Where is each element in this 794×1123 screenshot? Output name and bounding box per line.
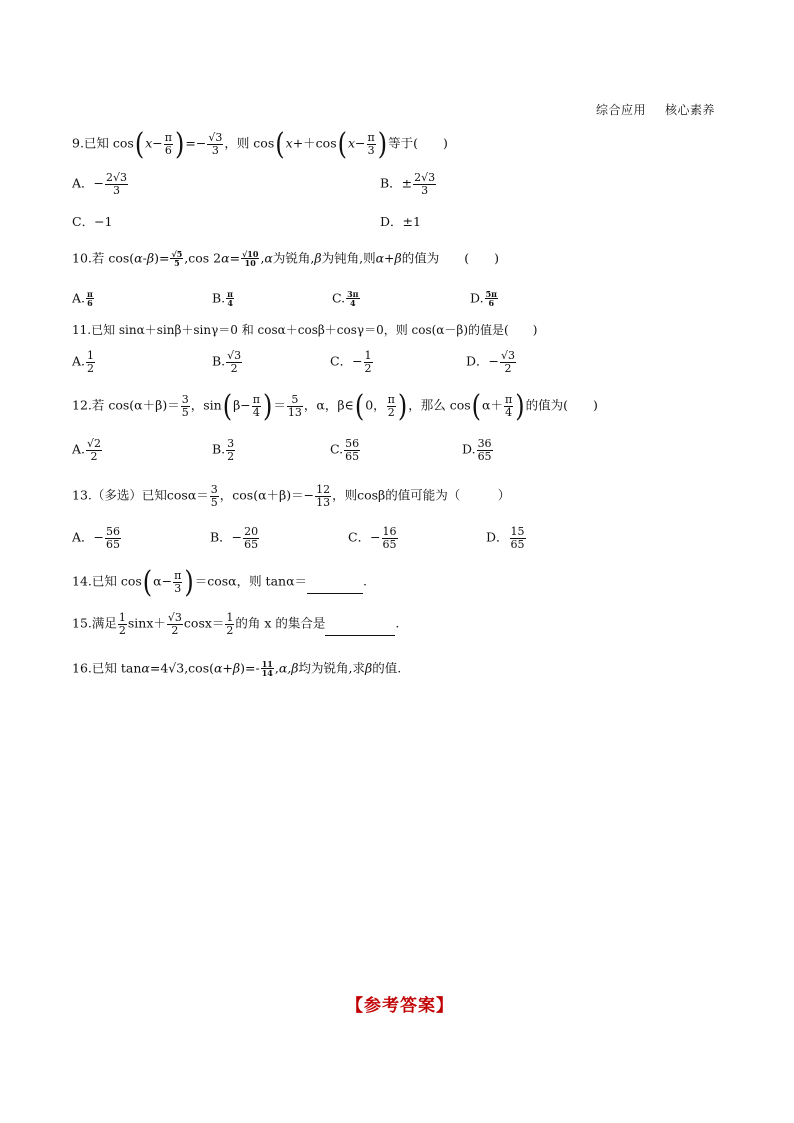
frac <box>413 172 436 196</box>
num: √3 <box>208 131 223 144</box>
num: √3 <box>227 349 242 362</box>
num: 1 <box>87 349 95 362</box>
t: 的值为( ) <box>525 397 598 413</box>
t: α+β <box>375 250 402 266</box>
t: )=- <box>240 660 260 676</box>
question-15 <box>72 612 399 636</box>
t: . <box>395 615 400 631</box>
num: 20 <box>244 525 259 538</box>
den: 3 <box>211 143 219 157</box>
t: 10.若 cos( <box>72 250 135 266</box>
label: B. <box>212 290 226 306</box>
frac <box>225 612 234 636</box>
den: 13 <box>316 495 331 509</box>
paren-icon: ( <box>222 388 233 424</box>
num: π <box>252 393 260 406</box>
den: 6 <box>87 298 93 309</box>
num: 15 <box>510 525 525 538</box>
den: 65 <box>106 537 121 551</box>
q9-frac-pi6 <box>164 132 173 156</box>
q11-option-d[interactable] <box>466 350 517 374</box>
q9-x: x <box>285 135 293 151</box>
answer-section-title: 【参考答案】 <box>346 996 454 1016</box>
paren-icon: ) <box>377 126 388 162</box>
t: 的角 x 的集合是 <box>235 615 326 631</box>
frac <box>510 526 526 550</box>
den: 2 <box>171 623 179 637</box>
frac <box>170 250 183 268</box>
den: 14 <box>261 668 273 679</box>
t: 13.（多选）已知cosα＝ <box>72 487 209 503</box>
den: 10 <box>244 258 256 269</box>
frac <box>226 350 242 374</box>
t: , <box>274 660 279 676</box>
question-12 <box>72 388 598 424</box>
question-11: 11.已知 sinα＋sinβ＋sinγ＝0 和 cosα＋cosβ＋cosγ＝0，则 cos(α－β)的值是( ) <box>72 323 538 337</box>
t: ，sin <box>190 397 222 413</box>
den: 3 <box>113 183 121 197</box>
q9-text: 9.已知 cos <box>72 135 134 151</box>
t: ，那么 cos <box>408 397 471 413</box>
t: 16.已知 tan <box>72 660 142 676</box>
num: 1 <box>364 349 372 362</box>
t: ，α，β∈ <box>303 397 354 413</box>
label: A．− <box>72 529 105 545</box>
den: 3 <box>174 581 182 595</box>
num: 56 <box>106 525 121 538</box>
t: ＝cosα，则 tanα＝ <box>194 573 308 589</box>
num: 16 <box>382 525 397 538</box>
t: β <box>314 250 322 266</box>
den: 65 <box>244 537 259 551</box>
paren-icon: ) <box>174 126 185 162</box>
question-14 <box>72 564 368 600</box>
den: 3 <box>421 183 429 197</box>
frac <box>315 484 331 508</box>
frac <box>181 394 190 418</box>
t: cosx＝ <box>183 615 225 631</box>
frac <box>364 350 373 374</box>
num: 2√3 <box>414 171 436 184</box>
den: 2 <box>364 361 372 375</box>
t: =4√3,cos( <box>149 660 214 676</box>
label: B．± <box>380 175 413 191</box>
question-13 <box>72 484 510 508</box>
q10-option-b[interactable] <box>212 290 235 308</box>
frac <box>105 526 121 550</box>
num: 5π <box>485 289 497 299</box>
frac <box>86 290 94 308</box>
num: 3 <box>227 437 235 450</box>
label: D. <box>470 290 484 306</box>
q12-option-d[interactable] <box>462 438 494 462</box>
den: 65 <box>382 537 397 551</box>
num: 5 <box>287 394 303 407</box>
paren-icon: ) <box>263 388 273 424</box>
frac <box>226 438 235 462</box>
num: 3 <box>181 393 189 406</box>
frac <box>500 350 516 374</box>
t: ，则cosβ的值可能为（ ） <box>332 487 511 503</box>
frac <box>243 526 259 550</box>
den: 4 <box>227 298 233 309</box>
question-10 <box>72 250 499 268</box>
t: )= <box>154 250 170 266</box>
question-16 <box>72 660 401 678</box>
num: √10 <box>242 249 259 259</box>
q11-option-a[interactable] <box>72 350 96 374</box>
t: , <box>260 250 265 266</box>
q13-option-c[interactable] <box>348 526 399 550</box>
frac <box>241 250 259 268</box>
t: α <box>264 250 273 266</box>
q12-option-c[interactable] <box>330 438 361 462</box>
q9-cos2: ＋cos <box>303 135 337 151</box>
num: 1 <box>118 611 126 624</box>
q12-option-a[interactable] <box>72 438 103 462</box>
q9-option-a[interactable] <box>72 172 129 196</box>
label: C．− <box>348 529 381 545</box>
frac <box>346 290 359 308</box>
q9-frac-pi3 <box>367 132 376 156</box>
frac <box>382 526 398 550</box>
t: α <box>141 660 150 676</box>
label: C. <box>332 290 346 306</box>
den: 13 <box>287 405 302 419</box>
num: 2√3 <box>106 171 128 184</box>
label: A. <box>72 290 86 306</box>
num: 11 <box>261 659 273 669</box>
q10-option-d[interactable] <box>470 290 499 308</box>
num: 36 <box>477 437 492 450</box>
num: π <box>367 131 375 144</box>
den: 2 <box>227 449 235 463</box>
q10-option-c[interactable] <box>332 290 361 308</box>
den: 6 <box>488 298 495 309</box>
t: α,β <box>278 660 299 676</box>
den: 5 <box>210 495 218 509</box>
paren-icon: ( <box>142 564 153 600</box>
answer-blank[interactable] <box>325 635 395 636</box>
frac <box>504 394 513 418</box>
t: = <box>229 250 241 266</box>
t: ，cos(α＋β)＝− <box>219 487 315 503</box>
den: 65 <box>510 537 525 551</box>
num: π <box>227 289 234 299</box>
t: α− <box>153 573 173 589</box>
q13-option-d[interactable] <box>486 526 527 550</box>
q9-eq: =− <box>185 135 207 151</box>
den: 4 <box>252 405 260 419</box>
frac <box>86 438 102 462</box>
q11-option-c[interactable] <box>330 350 374 374</box>
q11-option-b[interactable] <box>212 350 243 374</box>
num: 56 <box>345 437 360 450</box>
t: 为锐角, <box>272 250 315 266</box>
frac <box>86 350 95 374</box>
t: β− <box>233 397 251 413</box>
label: D. <box>462 441 476 457</box>
label: D． <box>486 529 509 545</box>
frac <box>261 660 274 678</box>
frac <box>118 612 127 636</box>
paren-icon: ( <box>354 388 365 424</box>
label: B．− <box>210 529 243 545</box>
den: 2 <box>226 623 234 637</box>
q9-mid: ，则 cos <box>224 135 275 151</box>
frac <box>105 172 128 196</box>
paren-icon: ( <box>337 126 347 162</box>
num: π <box>505 393 513 406</box>
frac <box>387 394 396 418</box>
den: 65 <box>345 449 360 463</box>
label: A．− <box>72 175 105 191</box>
den: 5 <box>174 258 180 269</box>
t: β <box>364 660 373 676</box>
header <box>596 104 715 116</box>
t: 的值为 ( ) <box>401 250 499 266</box>
num: 3 <box>210 483 218 496</box>
t: 0， <box>365 397 386 413</box>
frac <box>226 290 234 308</box>
header-left: 综合应用 <box>596 103 647 117</box>
label: B. <box>212 441 226 457</box>
q9-tail: 等于( ) <box>388 135 448 151</box>
den: 4 <box>505 405 513 419</box>
q13-option-b[interactable] <box>210 526 260 550</box>
t: α＋ <box>482 397 503 413</box>
frac <box>477 438 493 462</box>
num: π <box>87 289 93 299</box>
den: 2 <box>387 405 395 419</box>
num: √3 <box>501 349 516 362</box>
num: π <box>387 393 395 406</box>
frac <box>167 612 183 636</box>
num: √2 <box>87 437 102 450</box>
t: 14.已知 cos <box>72 573 142 589</box>
t: sinx＋ <box>127 615 166 631</box>
q9-option-b[interactable] <box>380 172 437 196</box>
t: ＝ <box>273 397 286 413</box>
den: 2 <box>118 623 126 637</box>
t: α <box>221 250 230 266</box>
paren-icon: ) <box>515 388 525 424</box>
den: 5 <box>181 405 189 419</box>
num: 3π <box>347 289 359 299</box>
t: 的值. <box>372 660 402 676</box>
num: √3 <box>167 611 182 624</box>
t: 为钝角,则 <box>321 250 376 266</box>
label: B. <box>212 353 226 369</box>
paren-icon: ( <box>275 126 285 162</box>
label: A. <box>72 441 86 457</box>
num: π <box>164 131 172 144</box>
q9-var2: x− <box>348 135 366 151</box>
label: C. <box>330 441 344 457</box>
den: 4 <box>350 298 356 309</box>
q9-option-d[interactable]: D．±1 <box>380 214 421 229</box>
frac <box>210 484 219 508</box>
num: 12 <box>316 483 331 496</box>
frac <box>173 570 182 594</box>
q12-option-b[interactable] <box>212 438 236 462</box>
den: 6 <box>164 143 172 157</box>
t: α-β <box>134 250 155 266</box>
t: ,cos 2 <box>184 250 222 266</box>
q13-option-a[interactable] <box>72 526 122 550</box>
frac <box>344 438 360 462</box>
t: 15.满足 <box>72 615 117 631</box>
den: 65 <box>477 449 492 463</box>
den: 2 <box>87 361 95 375</box>
question-9: 9.已知 cos(x− $\frac{\pi}{6}$ )=− $\frac{√3}{3}$ ，则 cos(x+＋cos(x− $\frac{\pi}{3}$ )等于( ) <box>72 126 448 162</box>
q9-var: x− <box>145 135 163 151</box>
answer-blank[interactable] <box>307 593 363 594</box>
num: π <box>174 569 182 582</box>
q10-option-a[interactable] <box>72 290 95 308</box>
label: A. <box>72 353 86 369</box>
header-right: 核心素养 <box>665 103 716 117</box>
t: 12.若 cos(α＋β)＝ <box>72 397 180 413</box>
q9-frac-r3 <box>207 132 223 156</box>
den: 3 <box>367 143 375 157</box>
label: D．− <box>466 353 499 369</box>
q9-option-c[interactable]: C．−1 <box>72 214 113 229</box>
t: 均为锐角,求 <box>298 660 365 676</box>
den: 2 <box>90 449 98 463</box>
frac <box>485 290 498 308</box>
t: . <box>363 573 368 589</box>
frac <box>287 394 303 418</box>
den: 2 <box>504 361 512 375</box>
num: 1 <box>226 611 234 624</box>
paren-icon: ) <box>184 564 194 600</box>
paren-icon: ( <box>471 388 482 424</box>
paren-icon: ( <box>134 126 145 162</box>
frac <box>252 394 261 418</box>
label: C．− <box>330 353 363 369</box>
paren-icon: ) <box>397 388 408 424</box>
t: α+β <box>213 660 241 676</box>
num: √5 <box>171 249 183 259</box>
den: 2 <box>230 361 238 375</box>
